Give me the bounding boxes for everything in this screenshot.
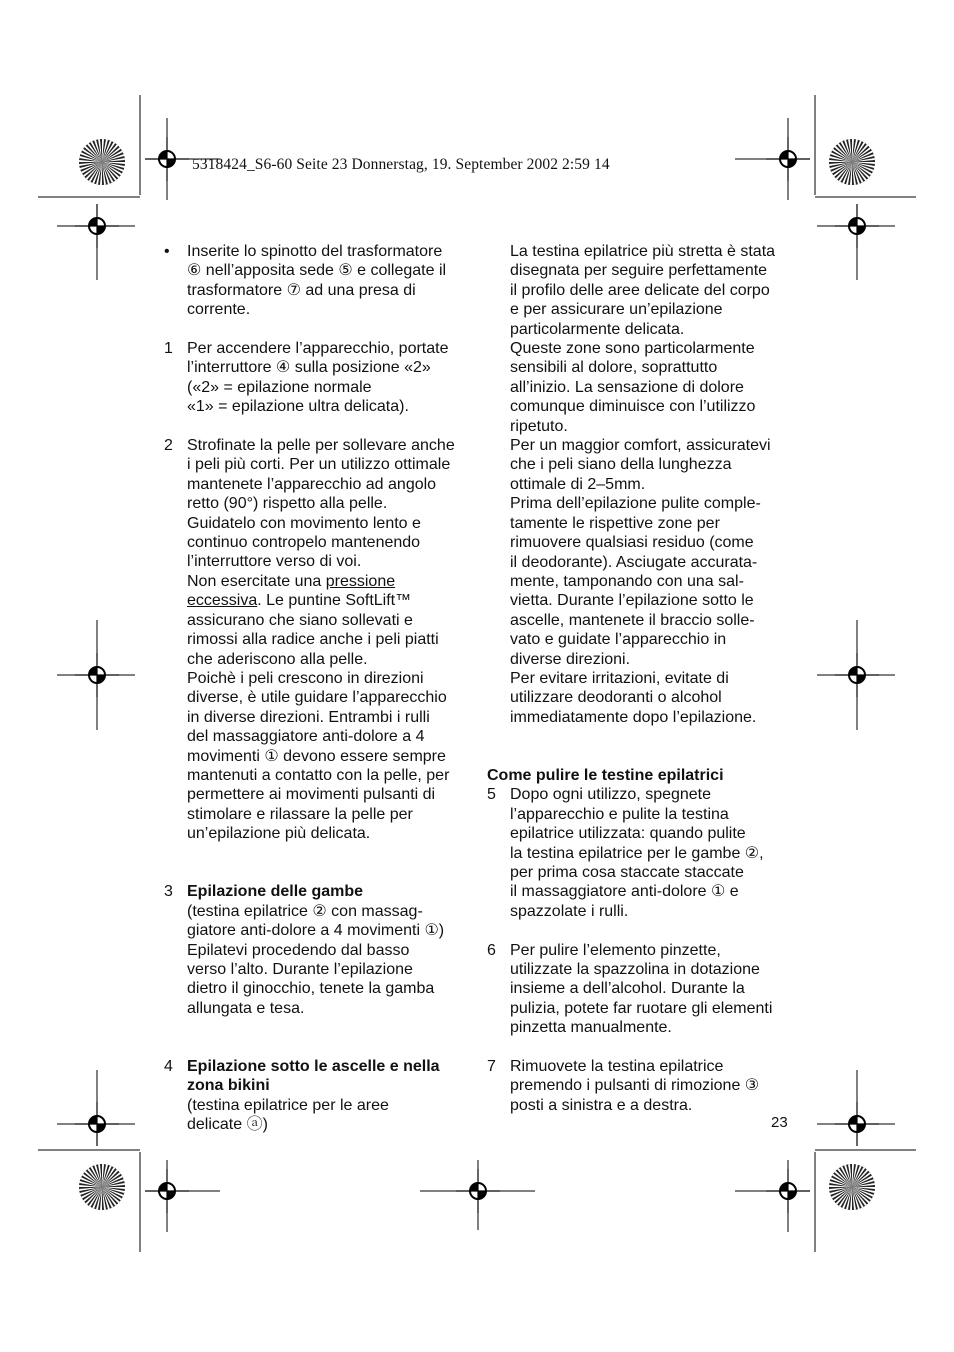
text-line: l’interruttore ④ sulla posizione «2» [187, 359, 431, 377]
step-number: 2 [164, 437, 173, 455]
text-line: Epilatevi procedendo dal basso [187, 941, 410, 959]
registration-mark-icon [145, 1169, 189, 1213]
text-line: un’epilazione più delicata. [187, 825, 371, 843]
text-fragment: . Le puntine SoftLift™ [257, 592, 412, 610]
text-line: Prima dell’epilazione pulite comple- [510, 495, 761, 513]
text-line [187, 591, 472, 610]
color-bar-starburst-icon [829, 1164, 875, 1210]
registration-mark-icon [835, 653, 879, 697]
right-column [487, 242, 792, 1115]
text-line: ripetuto. [510, 417, 568, 435]
color-bar-starburst-icon [79, 1164, 125, 1210]
page-number: 23 [771, 1114, 788, 1131]
list-item-7 [487, 1057, 792, 1115]
text-line: diverse, è utile guidare l’apparecchio [187, 689, 447, 707]
text-line: i peli più corti. Per un utilizzo ottimale [187, 456, 451, 474]
print-header: 5318424_S6-60 Seite 23 Donnerstag, 19. September 2002 2:59 14 [192, 156, 610, 173]
text-line: comunque diminuisce con l’utilizzo [510, 398, 756, 416]
text-line: (testina epilatrice ② con massag- [187, 902, 423, 920]
text-line: in diverse direzioni. Entrambi i rulli [187, 708, 430, 726]
text-line: «1» = epilazione ultra delicata). [187, 398, 409, 416]
text-line: permettere ai movimenti pulsanti di [187, 786, 436, 804]
text-line: verso l’alto. Durante l’epilazione [187, 960, 413, 978]
text-line: il profilo delle aree delicate del corpo [510, 281, 770, 299]
registration-mark-icon [75, 653, 119, 697]
text-line: Guidatelo con movimento lento e [187, 514, 421, 532]
item-heading: zona bikini [187, 1077, 270, 1095]
text-line: Per pulire l’elemento pinzette, [510, 941, 721, 959]
text-line: epilatrice utilizzata: quando pulite [510, 825, 746, 843]
step-number: 4 [164, 1057, 173, 1075]
text-line: diverse direzioni. [510, 650, 631, 668]
text-line: trasformatore ⑦ ad una presa di [187, 281, 416, 299]
text-line: tamente le rispettive zone per [510, 514, 720, 532]
registration-mark-icon [766, 137, 810, 181]
list-item-5 [487, 785, 792, 921]
text-line: Strofinate la pelle per sollevare anche [187, 437, 455, 455]
text-line: La testina epilatrice più stretta è stata [510, 243, 776, 260]
text-line: utilizzate la spazzolina in dotazione [510, 960, 760, 978]
text-fragment: Non esercitate una [187, 572, 326, 590]
list-item-3 [164, 882, 472, 1018]
color-bar-starburst-icon [829, 139, 875, 185]
text-line: («2» = epilazione normale [187, 378, 372, 396]
underlined-text: eccessiva [187, 592, 258, 610]
text-line: e per assicurare un’epilazione [510, 301, 723, 319]
text-line [187, 572, 472, 591]
text-line: pulizia, potete far ruotare gli elementi [510, 999, 773, 1017]
text-line: il deodorante). Asciugate accurata- [510, 553, 758, 571]
text-line: Queste zone sono particolarmente [510, 340, 755, 358]
text-line: Poichè i peli crescono in direzioni [187, 669, 424, 687]
text-line: rimossi alla radice anche i peli piatti [187, 631, 439, 649]
registration-mark-icon [75, 1102, 119, 1146]
text-line: vato e guidate l’apparecchio in [510, 631, 727, 649]
text-line: spazzolate i rulli. [510, 902, 629, 920]
text-line: allungata e tesa. [187, 999, 305, 1017]
text-line: posti a sinistra e a destra. [510, 1096, 693, 1114]
text-line: ascelle, mantenete il braccio solle- [510, 611, 755, 629]
item-heading: Epilazione delle gambe [187, 883, 364, 901]
list-item-1 [164, 339, 472, 417]
text-line: il massaggiatore anti-dolore ① e [510, 883, 739, 901]
registration-mark-icon [835, 204, 879, 248]
text-line: Per evitare irritazioni, evitate di [510, 669, 729, 687]
registration-mark-icon [835, 1102, 879, 1146]
text-line: l’interruttore verso di voi. [187, 553, 362, 571]
text-line: retto (90°) rispetto alla pelle. [187, 495, 388, 513]
list-item-2 [164, 436, 472, 844]
text-line: dietro il ginocchio, tenete la gamba [187, 980, 435, 998]
text-line: (testina epilatrice per le aree [187, 1096, 389, 1114]
text-line: Per accendere l’apparecchio, portate [187, 340, 449, 358]
text-line: ⑥ nell’apposita sede ⑤ e collegate il [187, 262, 447, 280]
text-line: per prima cosa staccate staccate [510, 863, 744, 881]
step-number: 5 [487, 786, 496, 804]
step-number: 3 [164, 883, 173, 901]
text-line: mantenuti a contatto con la pelle, per [187, 766, 450, 784]
section-heading: Come pulire le testine epilatrici [487, 766, 724, 784]
text-line: vietta. Durante l’epilazione sotto le [510, 592, 754, 610]
text-line: Inserite lo spinotto del trasformatore [187, 243, 443, 260]
text-line: delicate ⓐ) [187, 1116, 268, 1134]
list-item-4 [164, 1057, 472, 1135]
text-line: Dopo ogni utilizzo, spegnete [510, 786, 712, 804]
item-heading: Epilazione sotto le ascelle e nella [187, 1057, 440, 1075]
text-line: movimenti ① devono essere sempre [187, 747, 446, 765]
text-line: utilizzare deodoranti o alcohol [510, 689, 722, 707]
registration-mark-icon [766, 1169, 810, 1213]
text-line: mente, tamponando con una sal- [510, 572, 744, 590]
text-line: la testina epilatrice per le gambe ②, [510, 844, 764, 862]
intro-paragraph [487, 242, 792, 727]
registration-mark-icon [75, 204, 119, 248]
text-line: immediatamente dopo l’epilazione. [510, 708, 757, 726]
bullet-marker: • [164, 243, 170, 260]
underlined-text: pressione [325, 572, 396, 590]
text-line: particolarmente delicata. [510, 320, 685, 338]
text-line: insieme a dell’alcohol. Durante la [510, 980, 745, 998]
text-line: che i peli siano della lunghezza [510, 456, 732, 474]
text-line: pinzetta manualmente. [510, 1019, 672, 1037]
text-line: assicurano che siano sollevati e [187, 611, 413, 629]
step-number: 6 [487, 941, 496, 959]
list-item-bullet [164, 242, 472, 320]
left-column [164, 242, 472, 1135]
list-item-6 [487, 941, 792, 1038]
text-line: corrente. [187, 301, 251, 319]
text-line: giatore anti-dolore a 4 movimenti ①) [187, 922, 445, 940]
text-line: mantenete l’apparecchio ad angolo [187, 475, 437, 493]
text-line: sensibili al dolore, soprattutto [510, 359, 718, 377]
registration-mark-icon [145, 137, 189, 181]
text-line: disegnata per seguire perfettamente [510, 262, 768, 280]
text-line: rimuovere qualsiasi residuo (come [510, 534, 754, 552]
step-number: 1 [164, 340, 173, 358]
text-line: l’apparecchio e pulite la testina [510, 805, 729, 823]
step-number: 7 [487, 1058, 496, 1075]
text-line: Per un maggior comfort, assicuratevi [510, 437, 771, 455]
text-line: all’inizio. La sensazione di dolore [510, 378, 744, 396]
text-line: del massaggiatore anti-dolore a 4 [187, 728, 425, 746]
text-line: Rimuovete la testina epilatrice [510, 1058, 724, 1075]
registration-mark-icon [456, 1169, 500, 1213]
text-line: stimolare e rilassare la pelle per [187, 805, 413, 823]
color-bar-starburst-icon [79, 139, 125, 185]
text-line: premendo i pulsanti di rimozione ③ [510, 1077, 760, 1095]
text-line: continuo contropelo mantenendo [187, 534, 421, 552]
text-line: che aderiscono alla pelle. [187, 650, 368, 668]
text-line: ottimale di 2–5mm. [510, 475, 646, 493]
